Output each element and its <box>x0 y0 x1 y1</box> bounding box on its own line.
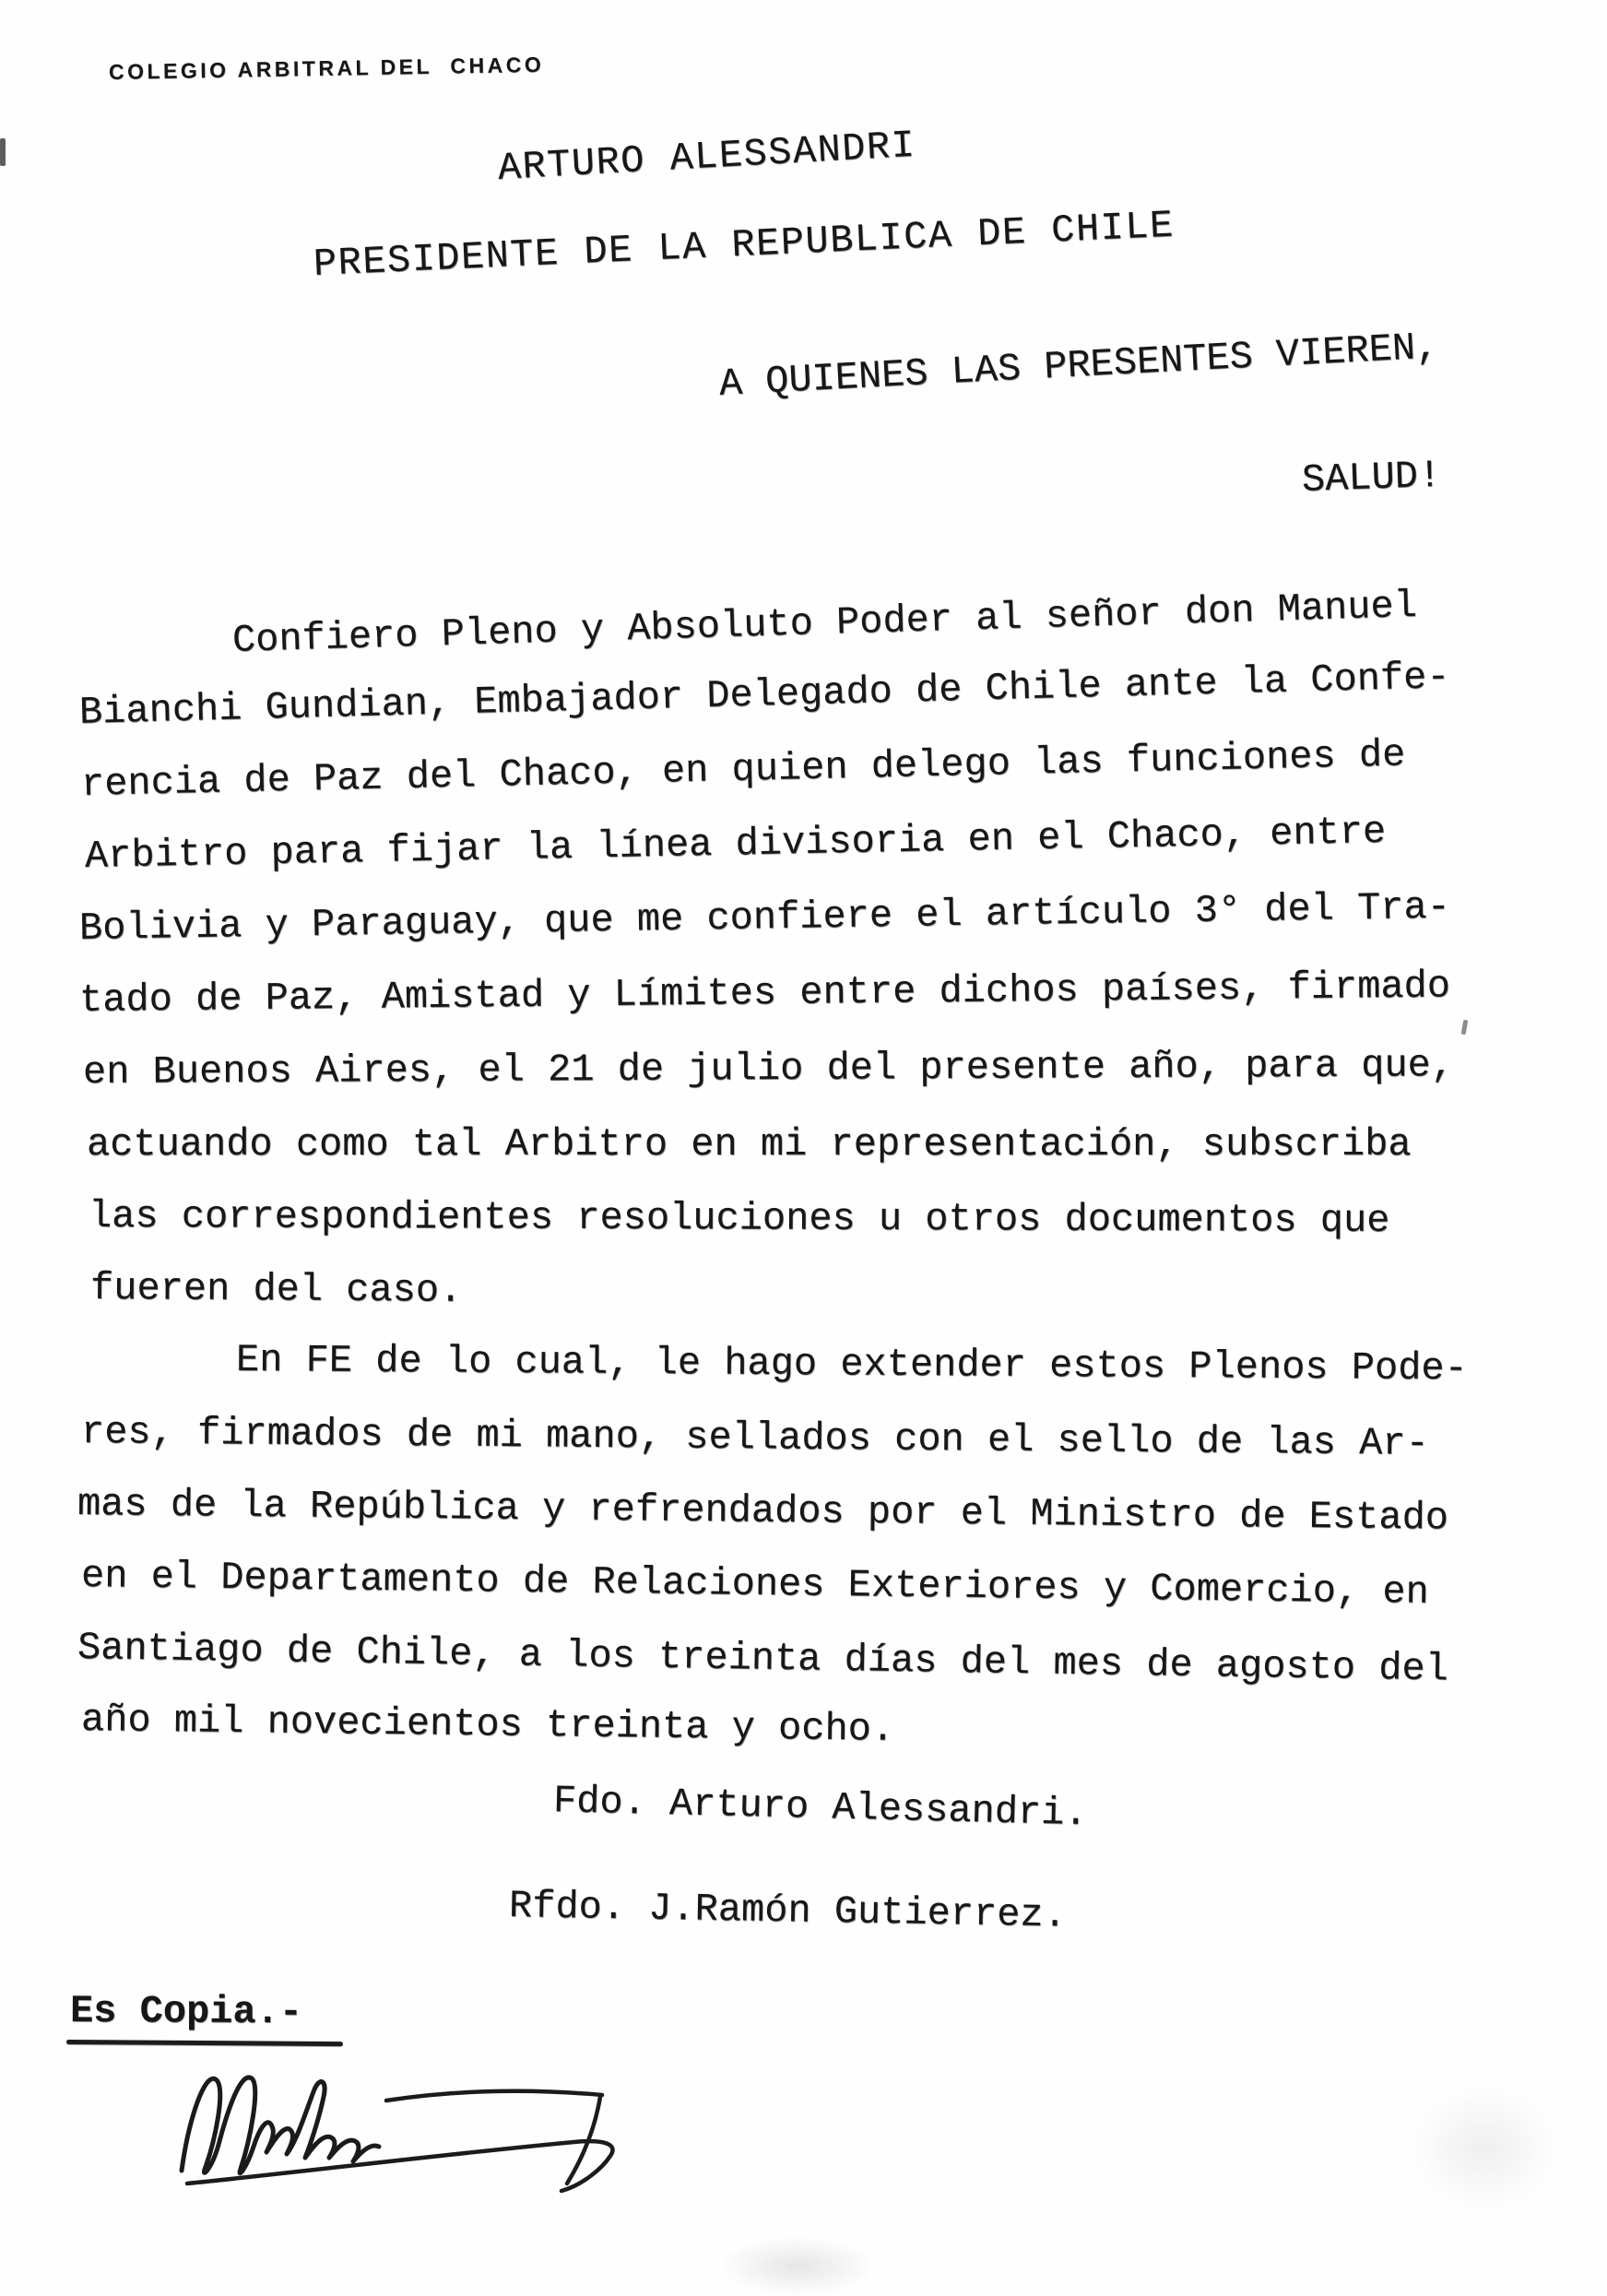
body-line: mas de la República y refrendados por el Ministro de Estado <box>77 1482 1449 1541</box>
body-line: las correspondientes resoluciones u otros documentos que <box>88 1194 1390 1243</box>
body-line: Bolivia y Paraguay, que me confiere el artículo 3° del Tra- <box>78 884 1451 951</box>
body-line: fueren del caso. <box>89 1266 463 1313</box>
body-line: actuando como tal Arbitro en mi representación, subscriba <box>87 1122 1412 1166</box>
document-subtitle: PRESIDENTE DE LA REPUBLICA DE CHILE <box>312 203 1176 287</box>
body-line: res, firmados de mi mano, sellados con el sello de las Ar- <box>80 1410 1429 1466</box>
salutation-line: A QUIENES LAS PRESENTES VIEREN, <box>717 325 1440 407</box>
body-line: año mil novecientos treinta y ocho. <box>80 1698 895 1752</box>
paper-smudge <box>719 2236 876 2296</box>
body-line: rencia de Paz del Chaco, en quien delego las funciones de <box>80 732 1406 807</box>
signed-line: Fdo. Arturo Alessandri. <box>552 1779 1089 1837</box>
paper-smudge <box>1411 2084 1558 2213</box>
body-line: En FE de lo cual, le hago extender estos Plenos Pode- <box>235 1338 1468 1391</box>
salud-line: SALUD! <box>1301 453 1442 503</box>
body-line: Arbitro para fijar la línea divisoria en el Chaco, entre <box>84 809 1387 879</box>
handwritten-signature <box>169 2053 657 2198</box>
body-line: tado de Paz, Amistad y Límites entre dichos países, firmado <box>78 964 1451 1023</box>
countersigned-line: Rfdo. J.Ramón Gutierrez. <box>508 1884 1068 1938</box>
copy-note-underline <box>66 2040 343 2046</box>
body-line: Santiago de Chile, a los treinta días del mes de agosto del <box>77 1626 1449 1692</box>
body-line: Confiero Pleno y Absoluto Poder al señor don Manuel <box>231 583 1418 663</box>
scan-edge-mark <box>0 138 6 166</box>
document-title: ARTURO ALESSANDRI <box>496 123 917 191</box>
body-line: en Buenos Aires, el 21 de julio del presente año, para que, <box>82 1043 1455 1095</box>
body-line: en el Departamento de Relaciones Exteriores y Comercio, en <box>80 1554 1430 1615</box>
copy-note: Es Copia.- <box>69 1989 303 2035</box>
stray-mark <box>1461 1020 1469 1036</box>
letterhead: COLEGIO ARBITRAL DEL CHACO <box>108 52 545 84</box>
body-line: Bianchi Gundian, Embajador Delegado de Chile ante la Confe- <box>78 655 1451 735</box>
